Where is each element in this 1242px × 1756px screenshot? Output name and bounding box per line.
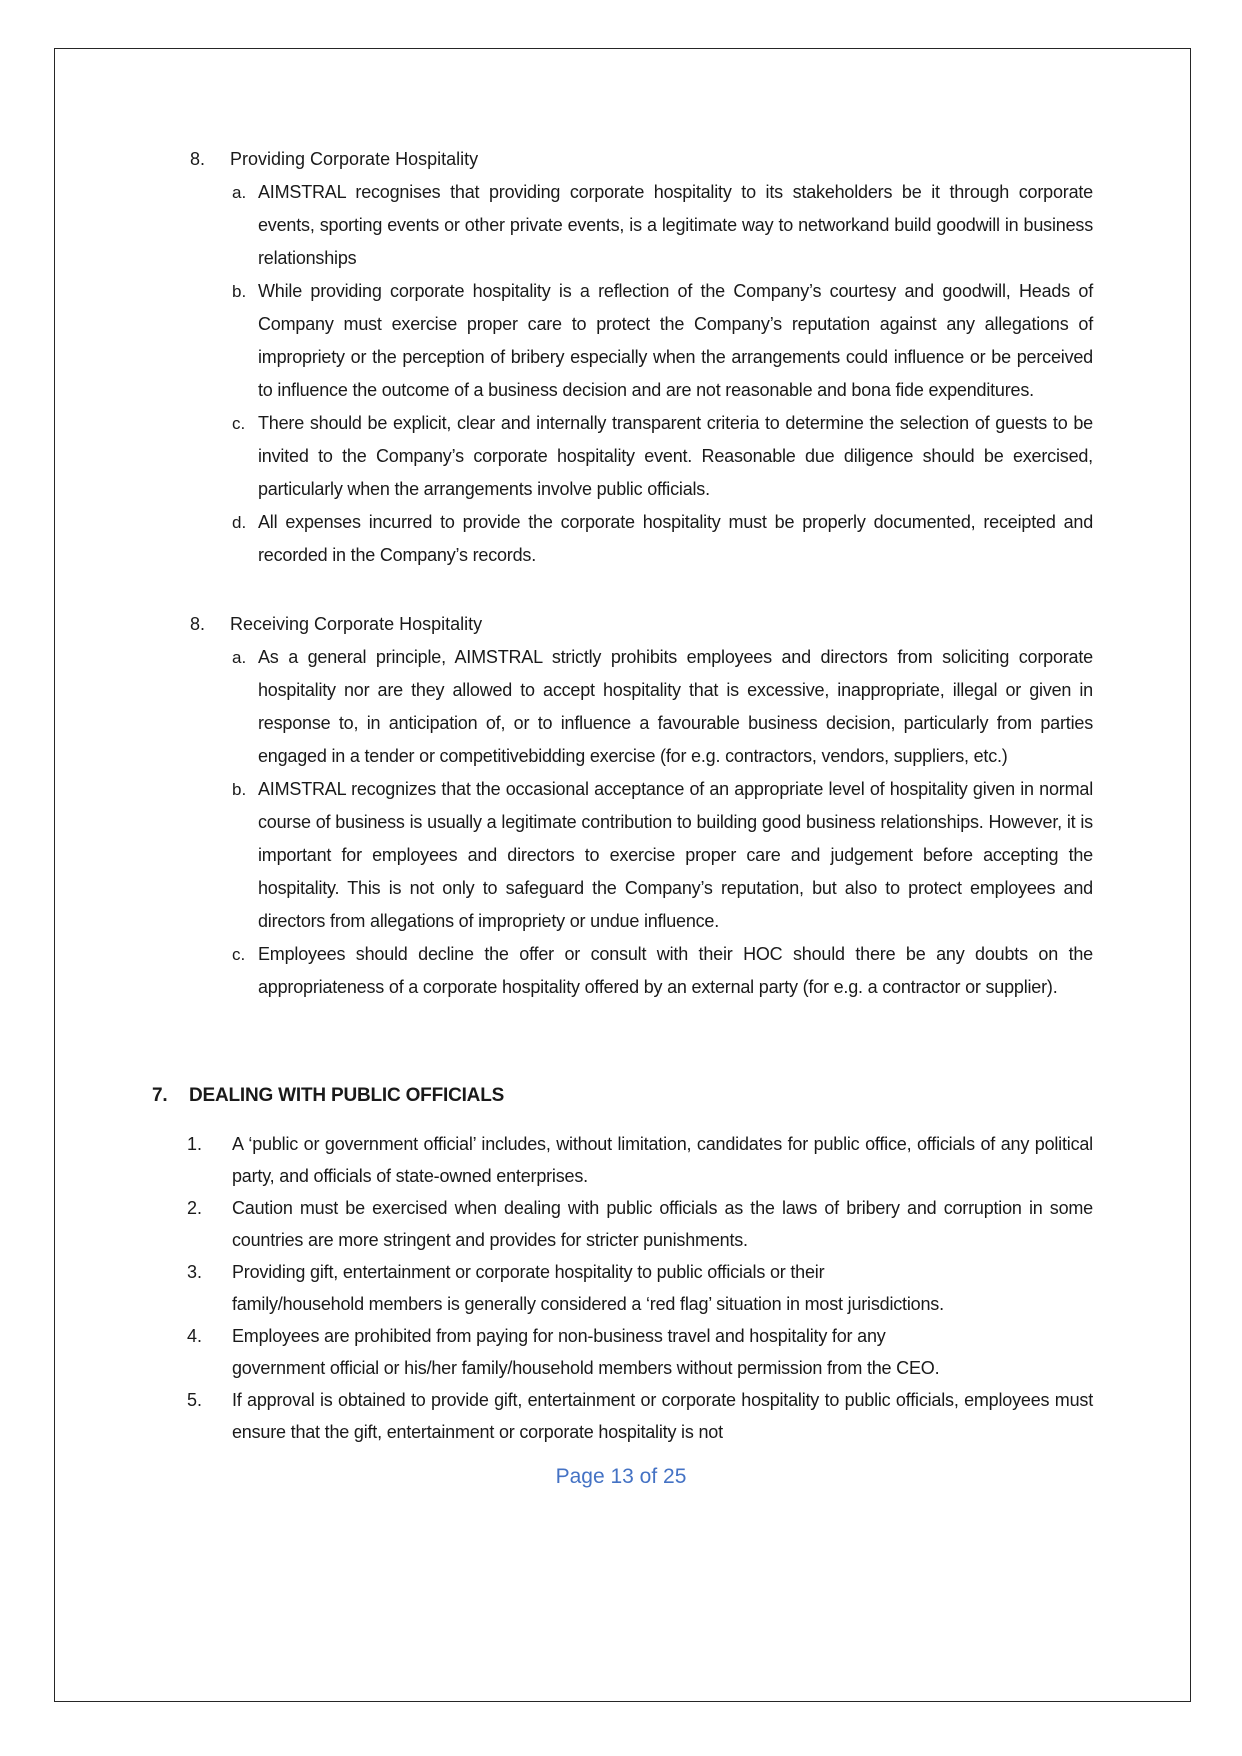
list-item — [232, 407, 1242, 506]
list-marker: 4. — [187, 1326, 203, 1346]
list-item — [232, 506, 1242, 572]
heading-number: 7. — [152, 1085, 168, 1106]
list-marker: a. — [232, 648, 247, 667]
list-item-text: While providing corporate hospitality is a reflection of the Company’s courtesy and goodwill, Heads of Company must exercise proper care to protect the Company’s reputation against any allegations of impropriety or the perception of bribery especially when the arrangements could influence or be perceived to influence the outcome of a business decision and are not reasonable and bona fide expenditures. — [258, 281, 1093, 400]
list-item-text: Employees should decline the offer or consult with their HOC should there be any doubts on the appropriateness of a corporate hospitality offered by an external party (for e.g. a contractor or supplier). — [258, 944, 1093, 997]
section-dealing-with-public-officials-heading — [152, 1079, 1242, 1112]
list-item — [232, 641, 1242, 773]
list-item-text: Caution must be exercised when dealing with public officials as the laws of bribery and corruption in some countries are more stringent and provides for stricter punishments. — [232, 1198, 1093, 1250]
list-item — [187, 1192, 1242, 1256]
list-item-text: Employees are prohibited from paying for non-business travel and hospitality for any government official or his/her family/household members without permission from the CEO. — [232, 1326, 940, 1378]
list-item — [232, 938, 1242, 1004]
list-marker: d. — [232, 513, 247, 532]
list-item-text: As a general principle, AIMSTRAL strictly prohibits employees and directors from soliciting corporate hospitality nor are they allowed to accept hospitality that is excessive, inappropriate, illegal or given in response to, in anticipation of, or to influence a favourable business decision, particularly from parties engaged in a tender or competitivebidding exercise (for e.g. contractors, vendors, suppliers, etc.) — [258, 647, 1093, 766]
section-title-row — [190, 143, 1242, 176]
list-item-text: There should be explicit, clear and internally transparent criteria to determine the selection of guests to be invited to the Company’s corporate hospitality event. Reasonable due diligence should be exercised, particularly when the arrangements involve public officials. — [258, 413, 1093, 499]
list-marker: 5. — [187, 1390, 203, 1410]
list-marker: c. — [232, 414, 246, 433]
list-marker: b. — [232, 780, 247, 799]
list-marker: 3. — [187, 1262, 203, 1282]
list-item-text: AIMSTRAL recognizes that the occasional acceptance of an appropriate level of hospitality given in normal course of business is usually a legitimate contribution to building good business relationships. However, it is important for employees and directors to exercise proper care and judgement before accepting the hospitality. This is not only to safeguard the Company’s reputation, but also to protect employees and directors from allegations of impropriety or undue influence. — [258, 779, 1093, 931]
list-item — [187, 1128, 1242, 1192]
section-receiving-corporate-hospitality — [190, 608, 1242, 1004]
section-number: 8. — [190, 149, 206, 169]
list-item — [187, 1320, 1242, 1384]
list-marker: c. — [232, 945, 246, 964]
section-providing-corporate-hospitality — [190, 143, 1242, 572]
list-item-text: AIMSTRAL recognises that providing corporate hospitality to its stakeholders be it through corporate events, sporting events or other private events, is a legitimate way to networkand build goodwill in business relationships — [258, 182, 1093, 268]
section-number: 8. — [190, 614, 206, 634]
list-item-text: All expenses incurred to provide the corporate hospitality must be properly documented, receipted and recorded in the Company’s records. — [258, 512, 1093, 565]
list-item — [232, 176, 1242, 275]
list-item — [187, 1384, 1242, 1448]
page-number-footer: Page 13 of 25 — [555, 1465, 687, 1488]
list-item — [187, 1256, 1242, 1320]
list-item — [232, 773, 1242, 938]
section-title: Providing Corporate Hospitality — [230, 149, 479, 169]
dealing-numbered-list — [187, 1128, 1242, 1448]
heading-text: DEALING WITH PUBLIC OFFICIALS — [189, 1085, 505, 1106]
list-marker: 2. — [187, 1198, 203, 1218]
list-item-text: If approval is obtained to provide gift, entertainment or corporate hospitality to public officials, employees must ensure that the gift, entertainment or corporate hospitality is not — [232, 1390, 1093, 1442]
list-item-text: Providing gift, entertainment or corporate hospitality to public officials or their family/household members is generally considered a ‘red flag’ situation in most jurisdictions. — [232, 1262, 944, 1314]
section-title: Receiving Corporate Hospitality — [230, 614, 483, 634]
receiving-sublist — [232, 641, 1242, 1004]
list-item-text: A ‘public or government official’ includes, without limitation, candidates for public office, officials of any political party, and officials of state-owned enterprises. — [232, 1134, 1093, 1186]
list-item — [232, 275, 1242, 407]
list-marker: b. — [232, 282, 247, 301]
list-marker: a. — [232, 183, 247, 202]
section-title-row — [190, 608, 1242, 641]
list-marker: 1. — [187, 1134, 203, 1154]
providing-sublist — [232, 176, 1242, 572]
